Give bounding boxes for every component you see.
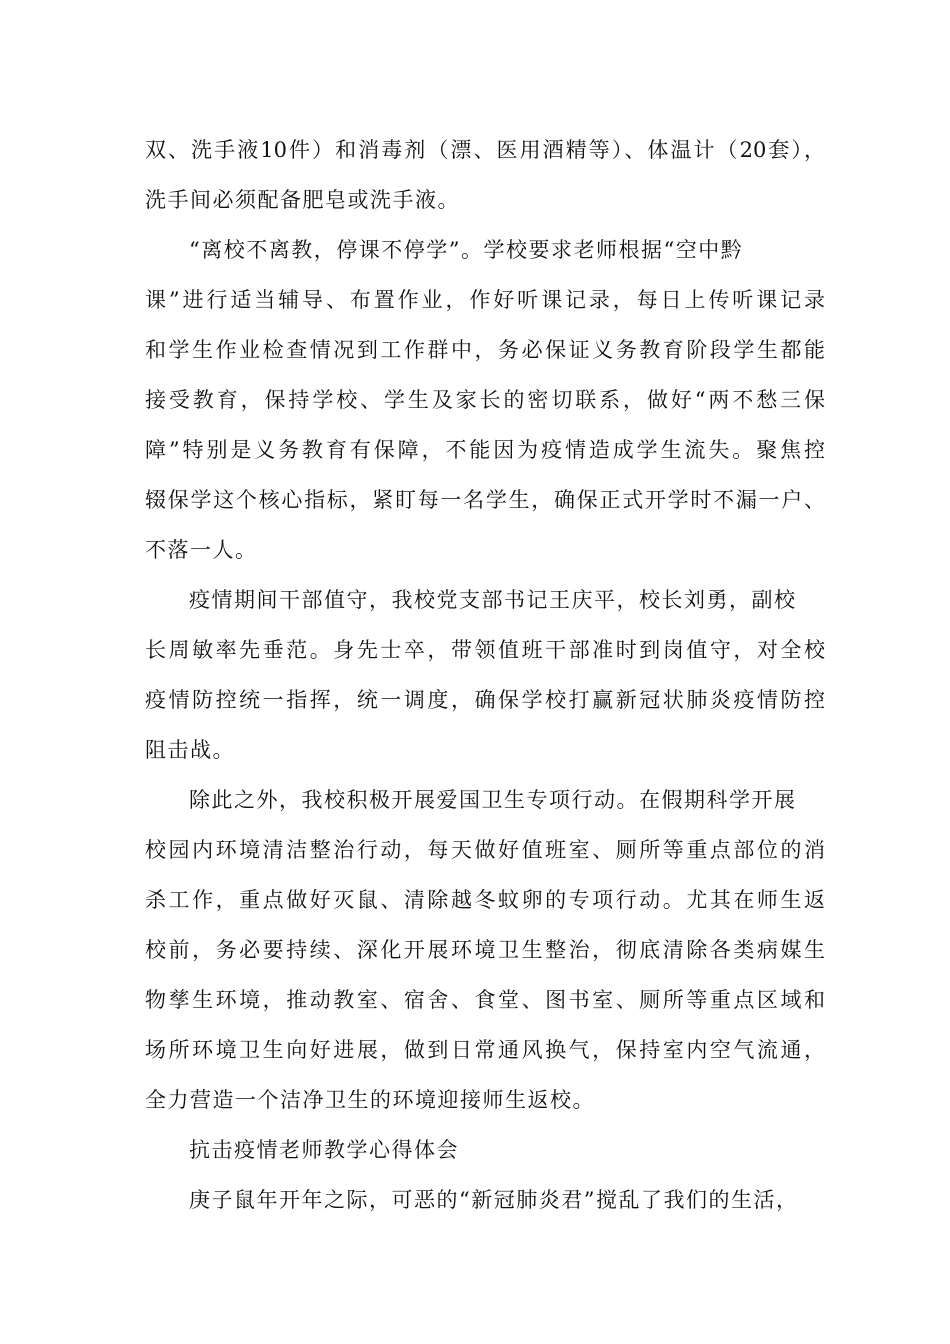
text-line-19: 场所环境卫生向好进展，做到日常通风换气，保持室内空气流通， [145,1038,825,1062]
text-line-15: 校园内环境清洁整治行动，每天做好值班室、厕所等重点部位的消 [145,838,825,862]
text-line-9: 不落一人。 [145,538,258,562]
text-line-13: 阻击战。 [145,738,235,762]
text-line-11: 长周敏率先垂范。身先士卒，带领值班干部准时到岗值守，对全校 [145,638,825,662]
text-line-7: 障”特别是义务教育有保障，不能因为疫情造成学生流失。聚焦控 [145,438,825,462]
text-line-4: 课”进行适当辅导、布置作业，作好听课记录，每日上传听课记录 [145,288,825,312]
text-line-17: 校前，务必要持续、深化开展环境卫生整治，彻底清除各类病媒生 [145,938,825,962]
text-line-20: 全力营造一个洁净卫生的环境迎接师生返校。 [145,1088,595,1112]
text-line-6: 接受教育，保持学校、学生及家长的密切联系，做好“两不愁三保 [145,388,825,412]
paragraph-first-line: 疫情期间干部值守，我校党支部书记王庆平，校长刘勇，副校 [189,588,797,612]
text-line-12: 疫情防控统一指挥，统一调度，确保学校打赢新冠状肺炎疫情防控 [145,688,825,712]
paragraph-first-line: “离校不离教，停课不停学”。学校要求老师根据“空中黔 [189,238,744,262]
text-line-8: 辍保学这个核心指标，紧盯每一名学生，确保正式开学时不漏一户、 [145,488,825,512]
text-line-1: 双、洗手液10件）和消毒剂（漂、医用酒精等）、体温计（20套）， [145,138,825,162]
text-line-18: 物孳生环境，推动教室、宿舍、食堂、图书室、厕所等重点区域和 [145,988,825,1012]
text-line-16: 杀工作，重点做好灭鼠、清除越冬蚊卵的专项行动。尤其在师生返 [145,888,825,912]
section-title: 抗击疫情老师教学心得体会 [189,1138,459,1162]
text-line-5: 和学生作业检查情况到工作群中，务必保证义务教育阶段学生都能 [145,338,825,362]
text-line-2: 洗手间必须配备肥皂或洗手液。 [145,188,460,212]
paragraph-first-line: 庚子鼠年开年之际，可恶的“新冠肺炎君”搅乱了我们的生活， [189,1188,799,1212]
paragraph-first-line: 除此之外，我校积极开展爱国卫生专项行动。在假期科学开展 [189,788,797,812]
